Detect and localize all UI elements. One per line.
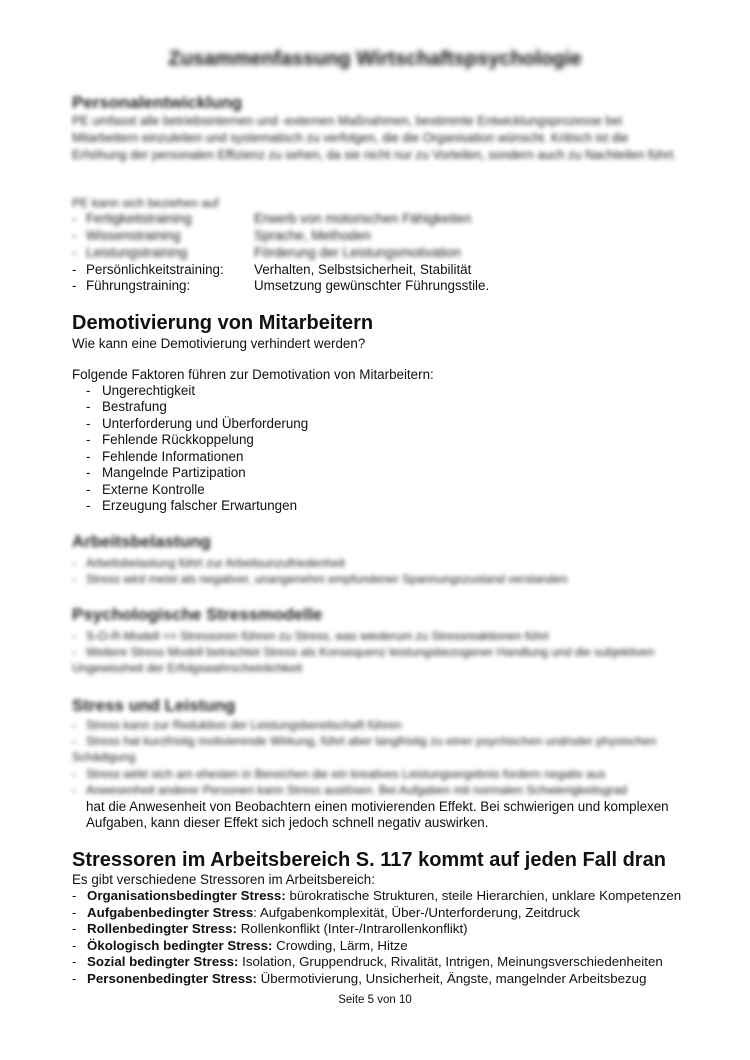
demotivierung-question: Wie kann eine Demotivierung verhindert werden?: [72, 336, 366, 351]
stressor-item: - Organisationsbedingter Stress: bürokratische Strukturen, steile Hierarchien, unklare Kompetenzen: [72, 888, 682, 903]
stress-leistung-continuation: Aufgaben, kann dieser Effekt sich jedoch schnell negativ auswirken.: [86, 815, 489, 830]
stressor-item: - Aufgabenbedingter Stress: Aufgabenkomplexität, Über-/Unterforderung, Zeitdruck: [72, 905, 580, 920]
stress-leistung-item: - Anwesenheit anderer Personen kann Stress auslösen. Bei Aufgaben mit normalen Schwierigkeitsgrad: [72, 783, 627, 797]
stressor-item: - Sozial bedingter Stress: Isolation, Gruppendruck, Rivalität, Intrigen, Meinungsverschiedenheiten: [72, 954, 663, 969]
heading-stress-leistung: Stress und Leistung: [72, 696, 236, 715]
demotivation-factor: - Externe Kontrolle: [86, 482, 205, 497]
demotivation-factor: - Bestrafung: [86, 399, 167, 414]
heading-demotivierung: Demotivierung von Mitarbeitern: [72, 312, 374, 334]
personalentwicklung-paragraph: PE umfasst alle betriebsinternen und -externen Maßnahmen, bestimmte Entwicklungsprozesse bei Mitarbeitern einzuleiten und systematisch zu verfolgen, die die Organisation wünscht. Kritisch ist die Erhöhung der personalen Effizienz zu sehen, da sie nicht nur zu Vorteilen, sondern auch zu Nachteilen führt.: [72, 114, 677, 162]
demotivierung-intro: Folgende Faktoren führen zur Demotivation von Mitarbeitern:: [72, 367, 434, 382]
demotivation-factor: - Erzeugung falscher Erwartungen: [86, 498, 298, 513]
document-title: Zusammenfassung Wirtschaftspsychologie: [168, 48, 582, 70]
stressor-item: - Rollenbedingter Stress: Rollenkonflikt (Inter-/Intrarollenkonflikt): [72, 921, 468, 936]
pe-item: - Persönlichkeitstraining: Verhalten, Selbstsicherheit, Stabilität: [72, 262, 472, 277]
stressor-item: - Personenbedingter Stress: Übermotivierung, Unsicherheit, Ängste, mangelnder Arbeitsbezug: [72, 971, 647, 986]
pe-item: - Führungstraining: Umsetzung gewünschter Führungsstile.: [72, 278, 490, 293]
stressor-item: - Ökologisch bedingter Stress: Crowding, Lärm, Hitze: [72, 938, 408, 953]
stressoren-intro: Es gibt verschiedene Stressoren im Arbeitsbereich:: [72, 872, 375, 887]
arbeitsbelastung-item: - Arbeitsbelastung führt zur Arbeitsunzufriedenheit: [72, 556, 345, 570]
stress-leistung-item: - Stress wirkt sich am ehesten in Bereichen die ein kreatives Leistungsergebnis fordern negativ aus: [72, 767, 606, 781]
arbeitsbelastung-item: - Stress wird meist als negativer, unangenehm empfundener Spannungszustand verstanden: [72, 572, 568, 586]
stress-leistung-item: - Stress kann zur Reduktion der Leistungsbereitschaft führen: [72, 718, 402, 732]
heading-stressmodelle: Psychologische Stressmodelle: [72, 605, 323, 624]
demotivation-factor: - Fehlende Rückkoppelung: [86, 432, 254, 447]
pe-item: - Leistungstraining Förderung der Leistungsmotivation: [72, 245, 461, 260]
stress-leistung-continuation: hat die Anwesenheit von Beobachtern einen motivierenden Effekt. Bei schwierigen und komplexen: [86, 799, 669, 814]
demotivation-factor: - Ungerechtigkeit: [86, 383, 196, 398]
pe-item: - Fertigkeitstraining Erwerb von motorischen Fähigkeiten: [72, 211, 472, 226]
page-number: Seite 5 von 10: [338, 994, 412, 1006]
stressmodell-item: - Weitere Stress Modell betrachtet Stress als Konsequenz leistungsbezogener Handlung und die subjektiven Ungewissheit der Erfolgswahrscheinlichkeit: [72, 645, 655, 675]
heading-arbeitsbelastung: Arbeitsbelastung: [72, 532, 211, 551]
pe-intro: PE kann sich beziehen auf: [72, 196, 219, 210]
demotivation-factor: - Mangelnde Partizipation: [86, 465, 246, 480]
stress-leistung-item: - Stress hat kurzfristig motivierende Wirkung, führt aber langfristig zu einer psychischen und/oder physischen Schädigung: [72, 734, 657, 764]
heading-personalentwicklung: Personalentwicklung: [72, 93, 243, 112]
demotivation-factor: - Unterforderung und Überforderung: [86, 416, 309, 431]
pe-item: - Wissenstraining Sprache, Methoden: [72, 228, 371, 243]
demotivation-factor: - Fehlende Informationen: [86, 449, 244, 464]
stressmodell-item: - S-O-R-Modell => Stressoren führen zu Stress, was wiederum zu Stressreaktionen führt: [72, 629, 549, 643]
heading-stressoren: Stressoren im Arbeitsbereich S. 117 kommt auf jeden Fall dran: [72, 849, 666, 871]
